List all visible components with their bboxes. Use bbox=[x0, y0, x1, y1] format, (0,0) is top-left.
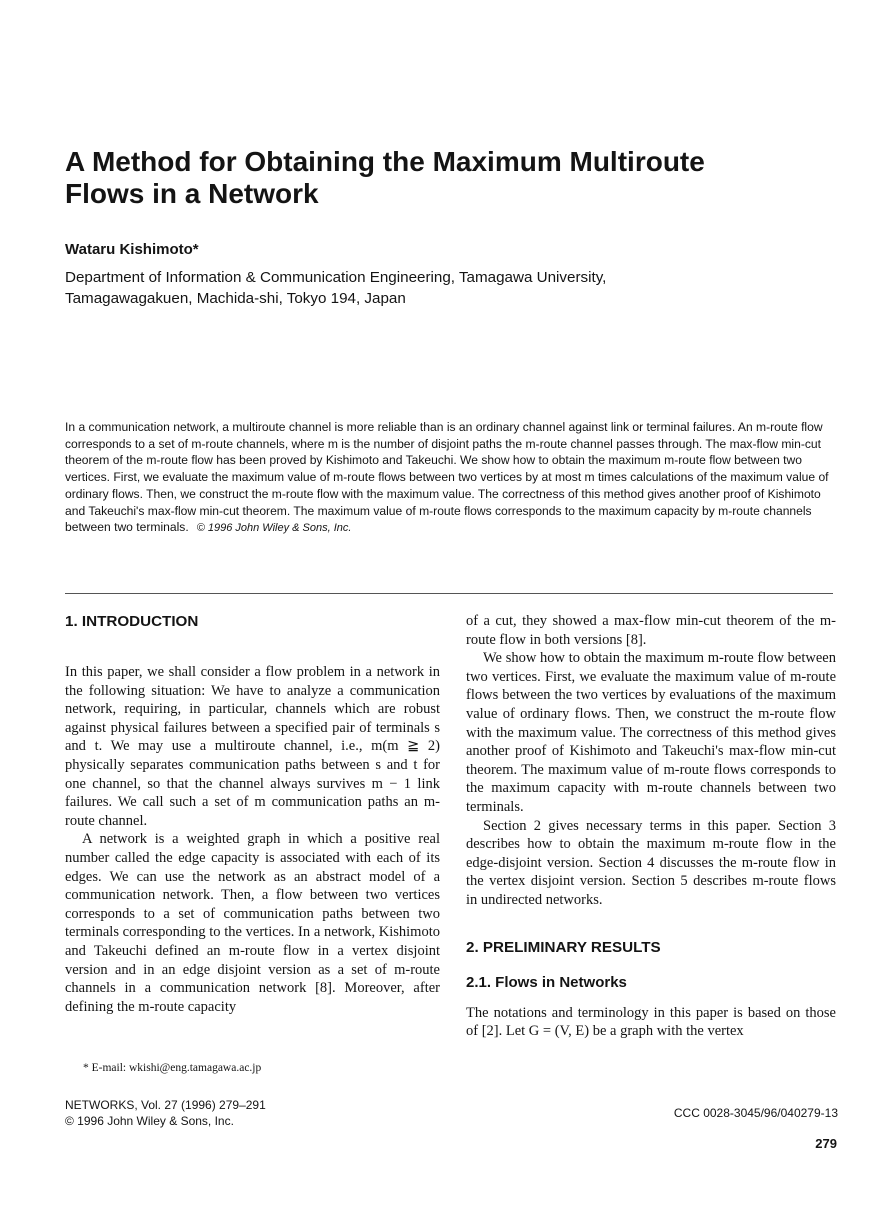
section-1-heading: 1. INTRODUCTION bbox=[65, 613, 199, 630]
intro-paragraph-3: of a cut, they showed a max-flow min-cut theorem of the m-route flow in both versions [8]. bbox=[466, 613, 836, 648]
intro-paragraph-5: Section 2 gives necessary terms in this paper. Section 3 describes how to obtain the maximum m-route flow in the edge-disjoint version. Section 4 discusses the m-route flow in the vertex disjoint version. Section 5 describes m-route flows in undirected networks. bbox=[466, 817, 836, 908]
affiliation-line-2: Tamagawagakuen, Machida-shi, Tokyo 194, Japan bbox=[65, 289, 406, 307]
abstract-text: In a communication network, a multiroute channel is more reliable than is an ordinary channel against link or terminal failures. An m-route flow corresponds to a set of m-route channels, where m is the number of disjoint paths the m-route channel passes through. The max-flow min-cut theorem of the m-route flow has been proved by Kishimoto and Takeuchi. We show how to obtain the maximum m-route flow between two vertices. First, we evaluate the maximum value of m-route flows between two vertices by at most m times calculations of the maximum value of ordinary flows. Then, we construct the m-route flow with the maximum value. The correctness of this method gives another proof of Kishimoto and Takeuchi's max-flow min-cut theorem. The maximum value of m-route flows corresponds to the maximum capacity by m-route channels between two terminals. bbox=[65, 420, 829, 535]
section-2-heading: 2. PRELIMINARY RESULTS bbox=[466, 938, 661, 956]
author-footnote-mark: * bbox=[192, 241, 199, 258]
journal-citation: NETWORKS, Vol. 27 (1996) 279–291 bbox=[65, 1098, 266, 1112]
journal-info bbox=[65, 1098, 445, 1129]
abstract-copyright: © 1996 John Wiley & Sons, Inc. bbox=[196, 522, 352, 535]
paper-title-line-1: A Method for Obtaining the Maximum Multiroute bbox=[65, 146, 705, 177]
author-name-text: Wataru Kishimoto bbox=[65, 241, 193, 258]
intro-paragraph-2: A network is a weighted graph in which a positive real number called the edge capacity is associated with each of its edges. We can use the network as an abstract model of a communication network. Then, a flow between two vertices corresponds to a set of communication paths between two terminals corresponding to the vertices. In a network, Kishimoto and Takeuchi defined an m-route flow in a vertex disjoint version and in an edge disjoint version as a set of m-route channels in a communication network [8]. Moreover, after defining the m-route capacity bbox=[65, 831, 440, 1015]
paper-title bbox=[65, 146, 785, 210]
abstract bbox=[65, 419, 835, 537]
affiliation-line-1: Department of Information & Communication Engineering, Tamagawa University, bbox=[65, 269, 607, 286]
ccc-code: CCC 0028-3045/96/040279-13 bbox=[673, 1106, 838, 1120]
abstract-divider bbox=[65, 593, 833, 594]
right-column bbox=[466, 612, 836, 1041]
author-affiliation bbox=[65, 268, 825, 309]
author-name bbox=[65, 241, 199, 259]
page-number: 279 bbox=[815, 1136, 837, 1151]
footnote-email: * E-mail: wkishi@eng.tamagawa.ac.jp bbox=[83, 1062, 262, 1074]
subsection-2-1-heading: 2.1. Flows in Networks bbox=[466, 973, 627, 991]
left-column bbox=[65, 612, 440, 1016]
intro-paragraph-4: We show how to obtain the maximum m-route flow between two vertices. First, we evaluate the maximum value of m-route flows between the two vertices by evaluations of the maximum value of ordinary flows. Then, we construct the m-route flow with the maximum value. The correctness of this method gives another proof of Kishimoto and Takeuchi's max-flow min-cut theorem. The maximum value of m-route flows corresponds to the maximum capacity with m-route channels between two terminals. bbox=[466, 650, 836, 815]
intro-paragraph-1: In this paper, we shall consider a flow problem in a network in the following situation: We have to analyze a communication network, requiring, in particular, channels which are robust against physical failures between a specified pair of terminals s and t. We may use a multiroute channel, i.e., m(m ≧ 2) physically separates communication paths between s and t for one channel, so that the channel always survives m − 1 link failures. We call such a set of m communication paths an m-route channel. bbox=[65, 664, 440, 829]
paper-title-line-2: Flows in a Network bbox=[65, 178, 319, 209]
preliminary-paragraph-1: The notations and terminology in this paper is based on those of [2]. Let G = (V, E) be a graph with the vertex bbox=[466, 1004, 836, 1040]
journal-copyright: © 1996 John Wiley & Sons, Inc. bbox=[65, 1113, 234, 1128]
